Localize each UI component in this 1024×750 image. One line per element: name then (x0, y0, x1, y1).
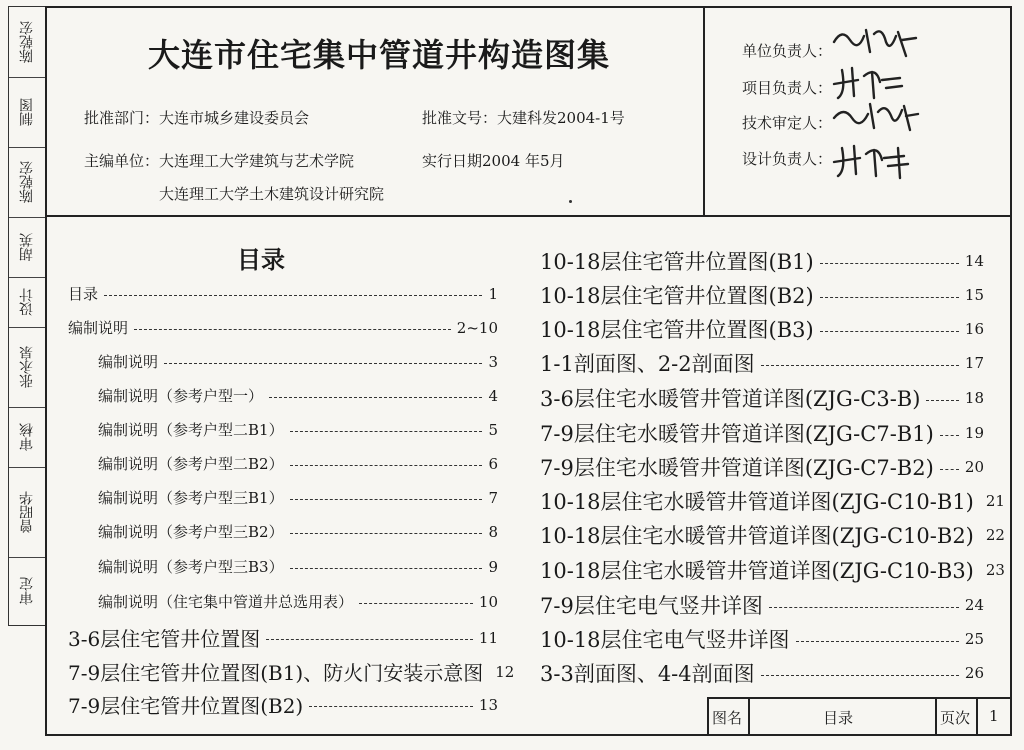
toc-row[interactable] (98, 419, 498, 440)
side-cell (9, 217, 45, 278)
toc-title: 目录 (237, 245, 285, 274)
titleblock-divider (748, 697, 750, 736)
toc-row[interactable] (98, 521, 498, 542)
toc-row[interactable] (98, 453, 498, 474)
side-label: 制图 (19, 98, 35, 126)
toc-page: 24 (964, 596, 984, 614)
toc-page: 6 (488, 454, 498, 473)
editor-value-1: 大连理工大学建筑与艺术学院 (159, 152, 355, 170)
side-label: 曾昭华 (19, 491, 35, 533)
toc-page: 10 (478, 592, 498, 611)
side-label: 审定 (19, 577, 35, 605)
toc-row[interactable] (540, 314, 984, 344)
toc-label: 编制说明（参考户型三B1） (98, 489, 284, 507)
toc-label: 编制说明（参考户型三B3） (98, 558, 284, 576)
toc-label: 3-6层住宅水暖管井管道详图(ZJG-C3-B) (540, 387, 921, 411)
toc-row[interactable] (540, 246, 984, 276)
toc-page: 13 (478, 695, 498, 714)
toc-label: 7-9层住宅管井位置图(B1)、防火门安装示意图 (68, 661, 484, 685)
toc-leader (769, 607, 959, 608)
toc-row[interactable] (68, 690, 498, 719)
side-label: 张永泉 (19, 346, 35, 388)
toc-row[interactable] (540, 348, 984, 378)
toc-leader (290, 499, 483, 500)
toc-row[interactable] (540, 520, 1005, 550)
toc-label: 10-18层住宅水暖管井管道详图(ZJG-C10-B1) (540, 490, 974, 514)
toc-page: 17 (964, 354, 984, 372)
signoff-label: 技术审定人： (742, 114, 833, 132)
toc-row[interactable] (68, 657, 515, 686)
toc-label: 编制说明 (68, 319, 129, 337)
side-label: 陈乾宏 (19, 161, 35, 203)
toc-label: 目录 (68, 285, 99, 303)
toc-label: 10-18层住宅水暖管井管道详图(ZJG-C10-B2) (540, 524, 974, 548)
titleblock-divider (976, 697, 978, 736)
toc-label: 3-3剖面图、4-4剖面图 (540, 662, 755, 686)
toc-page: 18 (964, 389, 984, 407)
toc-leader (359, 603, 473, 604)
scan-speck (569, 200, 572, 203)
side-label: 审核 (19, 423, 35, 451)
toc-label: 10-18层住宅管井位置图(B3) (540, 318, 814, 342)
toc-leader (309, 706, 473, 707)
header-divider (45, 215, 1012, 217)
toc-label: 编制说明（参考户型二B1） (98, 421, 284, 439)
toc-page: 2~10 (456, 318, 498, 337)
toc-leader (290, 465, 483, 466)
titleblock-divider (707, 697, 709, 736)
toc-leader (269, 397, 482, 398)
page-title: 大连市住宅集中管道井构造图集 (148, 36, 611, 74)
toc-label: 7-9层住宅水暖管井管道详图(ZJG-C7-B2) (540, 456, 934, 480)
toc-page: 9 (488, 557, 498, 576)
toc-label: 编制说明 (98, 353, 159, 371)
toc-page: 11 (478, 628, 498, 647)
toc-row[interactable] (98, 556, 498, 577)
toc-row[interactable] (540, 555, 1005, 585)
toc-leader (926, 400, 958, 401)
toc-leader (290, 533, 483, 534)
toc-leader (104, 295, 482, 296)
side-cell (9, 557, 45, 625)
side-cell (9, 7, 45, 78)
titleblock-top-border (707, 697, 1012, 699)
toc-row[interactable] (540, 280, 984, 310)
side-label: 陈乾宏 (19, 21, 35, 63)
toc-page: 20 (964, 458, 984, 476)
titleblock-divider (935, 697, 937, 736)
side-signoff-strip (8, 6, 45, 626)
toc-row[interactable] (98, 591, 498, 612)
toc-label: 10-18层住宅电气竖井详图 (540, 628, 790, 652)
toc-leader (820, 331, 959, 332)
side-cell (9, 467, 45, 558)
toc-row[interactable] (68, 283, 498, 304)
toc-leader (761, 365, 959, 366)
toc-page: 19 (964, 424, 984, 442)
side-cell (9, 327, 45, 408)
toc-page: 16 (964, 320, 984, 338)
toc-page: 4 (488, 386, 498, 405)
signoff-label: 单位负责人： (742, 42, 833, 60)
toc-row[interactable] (540, 658, 984, 688)
toc-row[interactable] (540, 418, 984, 448)
toc-page: 5 (488, 420, 498, 439)
toc-label: 7-9层住宅电气竖井详图 (540, 594, 763, 618)
toc-page: 26 (964, 664, 984, 682)
toc-row[interactable] (540, 590, 984, 620)
toc-label: 编制说明（住宅集中管道井总选用表） (98, 593, 354, 611)
toc-leader (290, 568, 483, 569)
approve-doc-value: 大建科发2004-1号 (497, 109, 625, 127)
side-cell (9, 277, 45, 328)
titleblock-name-label: 图名 (712, 709, 743, 727)
toc-row[interactable] (98, 487, 498, 508)
toc-leader (940, 469, 959, 470)
toc-leader (820, 263, 959, 264)
effective-label: 实行日期 (422, 152, 483, 170)
toc-row[interactable] (68, 623, 498, 652)
editor-value-2: 大连理工大学土木建筑设计研究院 (159, 185, 385, 203)
approve-doc-label: 批准文号： (422, 109, 498, 127)
editor-label: 主编单位： (84, 152, 160, 170)
titleblock-page-label: 页次 (940, 709, 971, 727)
effective-value: 2004 年5月 (482, 152, 565, 170)
side-cell (9, 77, 45, 148)
toc-row[interactable] (98, 351, 498, 372)
toc-label: 10-18层住宅管井位置图(B2) (540, 284, 814, 308)
titleblock-name: 目录 (823, 709, 854, 727)
toc-page: 1 (488, 284, 498, 303)
toc-row[interactable] (68, 317, 498, 338)
signoff-label: 设计负责人： (742, 150, 833, 168)
toc-label: 编制说明（参考户型二B2） (98, 455, 284, 473)
signature-image (828, 134, 918, 184)
toc-row[interactable] (540, 383, 984, 413)
approve-dept-label: 批准部门： (84, 109, 160, 127)
toc-leader (761, 675, 959, 676)
toc-label: 10-18层住宅管井位置图(B1) (540, 250, 814, 274)
toc-label: 7-9层住宅管井位置图(B2) (68, 694, 304, 718)
header-vertical-divider (703, 6, 705, 215)
toc-label: 编制说明（参考户型一） (98, 387, 264, 405)
toc-page: 3 (488, 352, 498, 371)
toc-label: 1-1剖面图、2-2剖面图 (540, 352, 755, 376)
toc-label: 3-6层住宅管井位置图 (68, 627, 261, 651)
toc-leader (940, 435, 959, 436)
toc-row[interactable] (540, 452, 984, 482)
toc-row[interactable] (98, 385, 498, 406)
toc-label: 10-18层住宅水暖管井管道详图(ZJG-C10-B3) (540, 559, 974, 583)
side-label: 胡英 (19, 233, 35, 261)
toc-row[interactable] (540, 624, 984, 654)
titleblock-page-no: 1 (989, 707, 999, 725)
toc-page: 7 (488, 488, 498, 507)
approve-dept-value: 大连市城乡建设委员会 (159, 109, 310, 127)
toc-page: 14 (964, 252, 984, 270)
toc-leader (796, 641, 959, 642)
toc-page: 21 (985, 492, 1005, 510)
toc-leader (266, 639, 473, 640)
toc-leader (820, 297, 959, 298)
toc-leader (134, 329, 451, 330)
toc-page: 22 (985, 526, 1005, 544)
toc-page: 12 (495, 662, 515, 681)
side-label: 设计 (19, 288, 35, 316)
toc-page: 8 (488, 522, 498, 541)
toc-page: 25 (964, 630, 984, 648)
side-cell (9, 147, 45, 218)
toc-label: 编制说明（参考户型三B2） (98, 523, 284, 541)
toc-page: 15 (964, 286, 984, 304)
toc-leader (164, 363, 482, 364)
signoff-label: 项目负责人： (742, 79, 833, 97)
toc-row[interactable] (540, 486, 1005, 516)
toc-leader (290, 431, 483, 432)
toc-label: 7-9层住宅水暖管井管道详图(ZJG-C7-B1) (540, 422, 934, 446)
toc-page: 23 (985, 561, 1005, 579)
side-cell (9, 407, 45, 468)
